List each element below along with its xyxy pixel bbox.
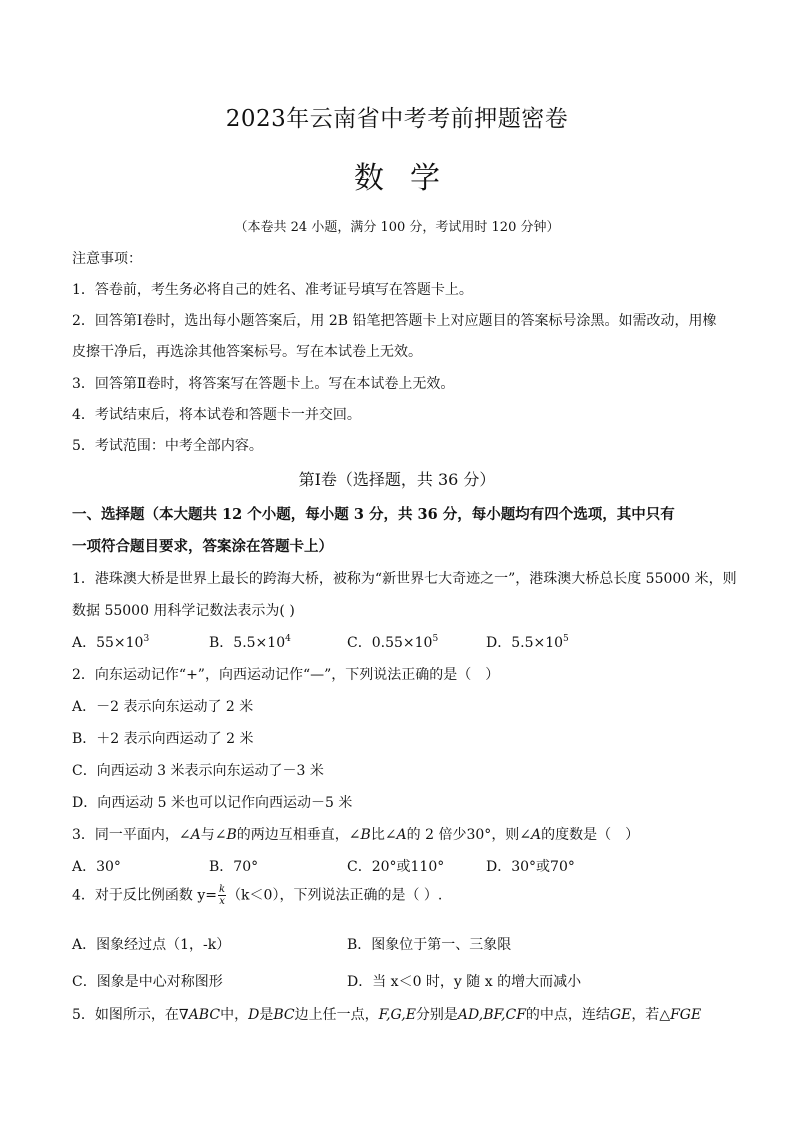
- q4-option-b: B．图象位于第一、三象限: [347, 937, 512, 953]
- q4-option-c: C．图象是中心对称图形: [72, 974, 223, 990]
- q3-option-d: D．30°或70°: [486, 859, 575, 875]
- q3-option-c: C．20°或110°: [347, 859, 445, 875]
- notice-heading: 注意事项：: [72, 251, 142, 267]
- q1-stem-line1: 1．港珠澳大桥是世界上最长的跨海大桥，被称为“新世界七大奇迹之一”，港珠澳大桥总长度 55000 米，则: [72, 571, 737, 587]
- q1-option-b: B．$5.5\times 10^4$: [209, 634, 291, 651]
- exam-subject: 数学: [354, 161, 466, 196]
- q4-stem: 4．对于反比例函数 y= $\frac{k}{x}$ （k＜0），下列说法正确的是（ ）.: [72, 884, 443, 907]
- exam-meta: （本卷共 24 小题，满分 100 分，考试用时 120 分钟）: [234, 220, 560, 235]
- q2-stem: 2．向东运动记作“+”，向西运动记作“—”，下列说法正确的是（ ）: [72, 667, 500, 683]
- notice-item-1: 1．答卷前，考生务必将自己的姓名、准考证号填写在答题卡上。: [72, 282, 473, 298]
- q1-option-d: D．$5.5\times 10^5$: [486, 634, 569, 651]
- notice-item-2-cont: 皮擦干净后，再选涂其他答案标号。写在本试卷上无效。: [72, 344, 422, 360]
- section-heading-line1: 一、选择题（本大题共 12 个小题，每小题 3 分，共 36 分，每小题均有四个选项，其中只有: [72, 506, 675, 523]
- q4-option-a: A．图象经过点（1，-k）: [72, 937, 231, 953]
- q5-stem: 5．如图所示，在∇ABC中，D是BC边上任一点，F,G,E分别是AD,BF,CF的中点，连结GE，若△FGE: [72, 1007, 702, 1023]
- notice-item-5: 5．考试范围：中考全部内容。: [72, 438, 263, 454]
- q4-fraction: $\frac{k}{x}$: [219, 884, 226, 907]
- q4-option-d: D．当 x＜0 时，y 随 x 的增大而减小: [347, 974, 582, 990]
- q2-option-c: C．向西运动 3 米表示向东运动了－3 米: [72, 763, 324, 779]
- notice-item-2: 2．回答第Ⅰ卷时，选出每小题答案后，用 2B 铅笔把答题卡上对应题目的答案标号涂黑。如需改动，用橡: [72, 313, 717, 329]
- section-title: 第Ⅰ卷（选择题，共 36 分）: [298, 470, 496, 489]
- q3-option-a: A．30°: [72, 859, 121, 875]
- q3-option-b: B．70°: [209, 859, 259, 875]
- notice-item-3: 3．回答第Ⅱ卷时，将答案写在答题卡上。写在本试卷上无效。: [72, 376, 455, 392]
- notice-item-4: 4．考试结束后，将本试卷和答题卡一并交回。: [72, 407, 361, 423]
- q2-option-b: B．＋2 表示向西运动了 2 米: [72, 731, 254, 747]
- q1-option-a: A．$55\times 10^3$: [72, 634, 150, 651]
- section-heading-line2: 一项符合题目要求，答案涂在答题卡上）: [72, 538, 333, 555]
- q1-stem-line2: 数据 55000 用科学记数法表示为( ): [72, 603, 295, 619]
- q3-stem: 3．同一平面内，∠A与∠B的两边互相垂直，∠B比∠A的 2 倍少30°，则∠A的度数是（ ）: [72, 827, 640, 843]
- q2-option-a: A．－2 表示向东运动了 2 米: [72, 699, 254, 715]
- q2-option-d: D．向西运动 5 米也可以记作向西运动－5 米: [72, 795, 353, 811]
- q1-option-c: C．$0.55\times 10^5$: [347, 634, 439, 651]
- exam-title: 2023年云南省中考考前押题密卷: [225, 106, 569, 132]
